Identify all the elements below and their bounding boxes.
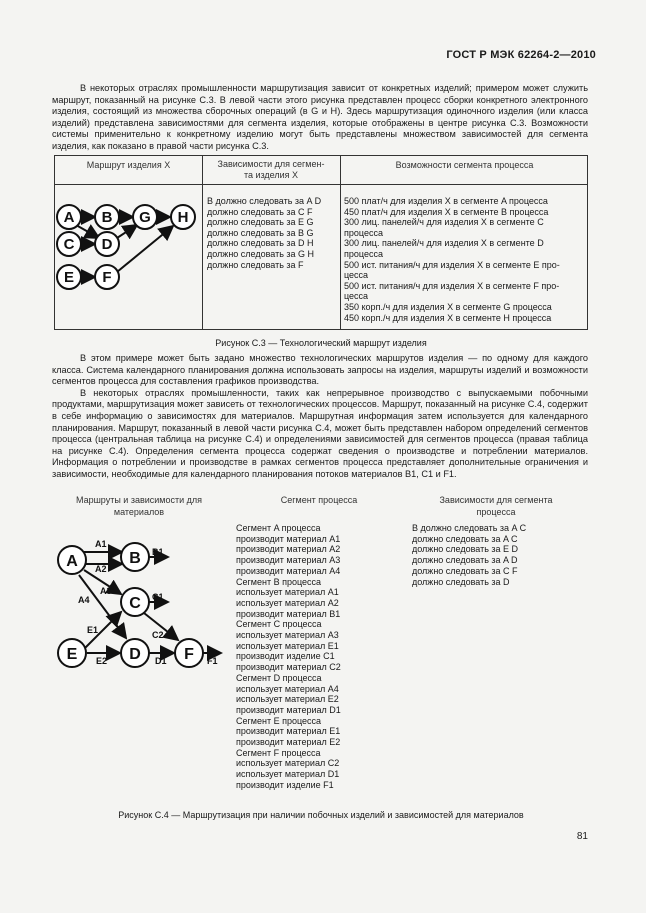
segment-line: использует материал E2: [236, 694, 339, 705]
dependency-line: должно следовать за C F: [207, 206, 313, 217]
figure-c3-table: [54, 155, 588, 330]
segment-line: использует материал A1: [236, 587, 339, 598]
edge-label-a3: A3: [100, 586, 112, 596]
dependency-line: должно следовать за D H: [207, 238, 314, 249]
segment-line: производит материал A3: [236, 555, 341, 566]
segment-dependency-line: должно следовать за E D: [412, 544, 519, 555]
segment-line: производит материал B1: [236, 608, 341, 619]
dependency-line: должно следовать за E G: [207, 217, 314, 228]
table-divider: [202, 156, 203, 329]
col-header-capabilities: Возможности сегмента процесса: [395, 160, 534, 170]
product-route-graph: [55, 186, 201, 328]
paragraph-1-text: В некоторых отраслях промышленности маршрутизация зависит от конкретных изделий; примером может служить маршрут, показанный на рисунке С.3. В левой части этого рисунка представлен процесс сборки конкретного электронного изделия, состоящий из множества сборочных операций (в G и H). Здесь маршрутизация одиночного изделия (или класса изделий) представлена зависимостями для сегмента изделия, которые отображены в центре рисунка С.3. Возможности системы применительно к конкретному изделию могут быть представлены множеством зависимостей для сегмента изделия, как показано в правой части рисунка С.3.: [52, 83, 588, 151]
fig4-col-header-dependencies: [405, 495, 587, 518]
edge-d-g: [117, 225, 137, 238]
segment-line: использует материал A2: [236, 597, 339, 608]
node-d-label: D: [129, 646, 141, 663]
segment-dependency-line: должно следовать за C F: [412, 565, 518, 576]
segment-line: Сегмент D процесса: [236, 672, 322, 683]
capability-line: 450 корп./ч для изделия X в сегменте H процесса: [344, 312, 552, 323]
segment-line: Сегмент B процесса: [236, 576, 322, 587]
node-g-label: G: [139, 209, 151, 226]
segment-line: производит материал A2: [236, 544, 341, 555]
edge-label-c2: C2: [152, 630, 164, 640]
segment-line: производит материал C2: [236, 662, 341, 673]
fig4-col-header-routes-line2: материалов: [113, 506, 165, 517]
capability-line: процесса: [344, 248, 383, 259]
capability-line: 500 плат/ч для изделия X в сегменте A процесса: [344, 196, 548, 206]
page-number: 81: [576, 831, 588, 842]
capability-line: 500 ист. питания/ч для изделия X в сегменте F про-: [344, 280, 560, 291]
edge-label-d1: D1: [155, 656, 167, 666]
segment-line: производит изделие F1: [236, 779, 334, 790]
table-divider: [340, 156, 341, 329]
segment-dependency-list: [412, 523, 588, 587]
node-b-label: B: [101, 209, 113, 226]
edge-label-f1: F1: [207, 656, 218, 666]
capability-line: 500 ист. питания/ч для изделия X в сегменте E про-: [344, 259, 560, 270]
dependency-line: должно следовать за G H: [207, 248, 315, 259]
segment-dependency-line: должно следовать за A D: [412, 555, 518, 566]
edge-label-a2: A2: [95, 564, 107, 574]
capability-line: цесса: [344, 270, 369, 281]
fig4-col-header-routes-line1: Маршруты и зависимости для: [75, 495, 203, 505]
node-e-label: E: [66, 646, 78, 663]
node-a-label: A: [66, 553, 78, 570]
segment-line: Сегмент E процесса: [236, 715, 322, 726]
material-route-graph: [55, 530, 235, 680]
edge-label-a1: A1: [95, 539, 107, 549]
node-b-label: B: [129, 550, 141, 567]
col-header-route: Маршрут изделия X: [86, 160, 171, 170]
segment-line: Сегмент F процесса: [236, 747, 321, 758]
paragraph-2-text: В этом примере может быть задано множество технологических маршрутов изделия — по одному для каждого класса. Система календарного планирования должна использовать запросы на изделия, маршруты изделий и возможности сегментов процесса для составления графиков производства.: [52, 353, 588, 387]
node-f-label: F: [184, 646, 194, 663]
capability-line: процесса: [344, 227, 383, 238]
segment-line: производит материал A1: [236, 533, 341, 544]
capability-list: [344, 196, 586, 323]
segment-dependency-line: В должно следовать за A C: [412, 523, 527, 533]
node-c-label: C: [129, 595, 141, 612]
segment-line: Сегмент A процесса: [236, 523, 321, 533]
paragraph-3-text: В некоторых отраслях промышленности, таких как непрерывное производство с выпускаемыми побочными продуктами, маршрутизация может зависеть от технологических процессов. Маршрут, показанный на рисунке С.4, содержит в себе информацию о зависимостях для материалов. Маршрутная информация затем используется для календарного планирования. Маршрут, показанный в левой части рисунка С.4, может быть представлен набором определений сегментов процесса (центральная таблица на рисунке С.4) и определениями зависимостей для сегментов процесса (правая таблица на рисунке С.4). Определения сегмента процесса содержат сведения о производстве и потреблении материалов. Информация о потреблении и производстве в рамках сегментов процесса представляет дополнительные ограничения и зависимости, необходимые для календарного планирования потоков материалов В1, С1 и F1.: [52, 387, 588, 479]
capability-line: 450 плат/ч для изделия X в сегменте B процесса: [344, 206, 549, 217]
segment-dependency-line: должно следовать за A C: [412, 533, 518, 544]
process-segment-list: [236, 523, 401, 791]
edge-label-b1: B1: [152, 547, 164, 557]
node-a-label: A: [63, 209, 75, 226]
edge-a-d: [76, 225, 99, 238]
standard-header: ГОСТ Р МЭК 62264-2—2010: [446, 49, 596, 61]
dependency-list: [207, 196, 339, 270]
fig4-col-header-segment: Сегмент процесса: [280, 495, 358, 505]
dependency-line: В должно следовать за A D: [207, 196, 322, 206]
edge-label-e2: E2: [96, 656, 108, 666]
edge-label-c1: C1: [152, 592, 164, 602]
node-e-label: E: [63, 269, 75, 286]
segment-line: производит материал D1: [236, 704, 341, 715]
capability-line: 350 корп./ч для изделия X в сегменте G процесса: [344, 301, 552, 312]
segment-line: производит изделие C1: [236, 651, 335, 662]
segment-line: использует материал E1: [236, 640, 339, 651]
fig4-col-header-routes: [54, 495, 224, 518]
segment-line: производит материал E1: [236, 726, 341, 737]
table-header-divider: [55, 184, 587, 185]
segment-line: использует материал A4: [236, 683, 339, 694]
capability-line: цесса: [344, 291, 369, 302]
segment-line: использует материал D1: [236, 769, 340, 780]
col-header-dependencies-line1: Зависимости для сегмен-: [217, 159, 325, 169]
dependency-line: должно следовать за B G: [207, 227, 314, 238]
segment-line: производит материал E2: [236, 737, 341, 748]
fig4-col-header-dependencies-line1: Зависимости для сегмента: [439, 495, 553, 505]
node-d-label: D: [101, 236, 113, 253]
segment-line: производит материал A4: [236, 565, 341, 576]
segment-dependency-line: должно следовать за D: [412, 576, 510, 587]
fig4-col-header-dependencies-line2: процесса: [476, 506, 516, 517]
node-f-label: F: [102, 269, 112, 286]
segment-line: использует материал C2: [236, 758, 340, 769]
paragraph-block-2: [52, 353, 588, 481]
caption-figure-c4: Рисунок С.4 — Маршрутизация при наличии побочных изделий и зависимостей для материалов: [118, 810, 524, 820]
dependency-line: должно следовать за F: [207, 259, 304, 270]
caption-figure-c3: Рисунок С.3 — Технологический маршрут изделия: [215, 338, 427, 348]
col-header-dependencies-line2: та изделия X: [243, 170, 299, 180]
node-c-label: C: [63, 236, 75, 253]
edge-label-a4: A4: [78, 595, 90, 605]
col-header-dependencies: [202, 159, 340, 181]
capability-line: 300 лиц. панелей/ч для изделия X в сегменте C: [344, 217, 544, 228]
node-h-label: H: [177, 209, 189, 226]
segment-line: Сегмент C процесса: [236, 619, 322, 630]
segment-line: использует материал A3: [236, 630, 339, 641]
paragraph-intro: [52, 83, 588, 153]
capability-line: 300 лиц. панелей/ч для изделия X в сегменте D: [344, 238, 544, 249]
edge-label-e1: E1: [87, 625, 99, 635]
